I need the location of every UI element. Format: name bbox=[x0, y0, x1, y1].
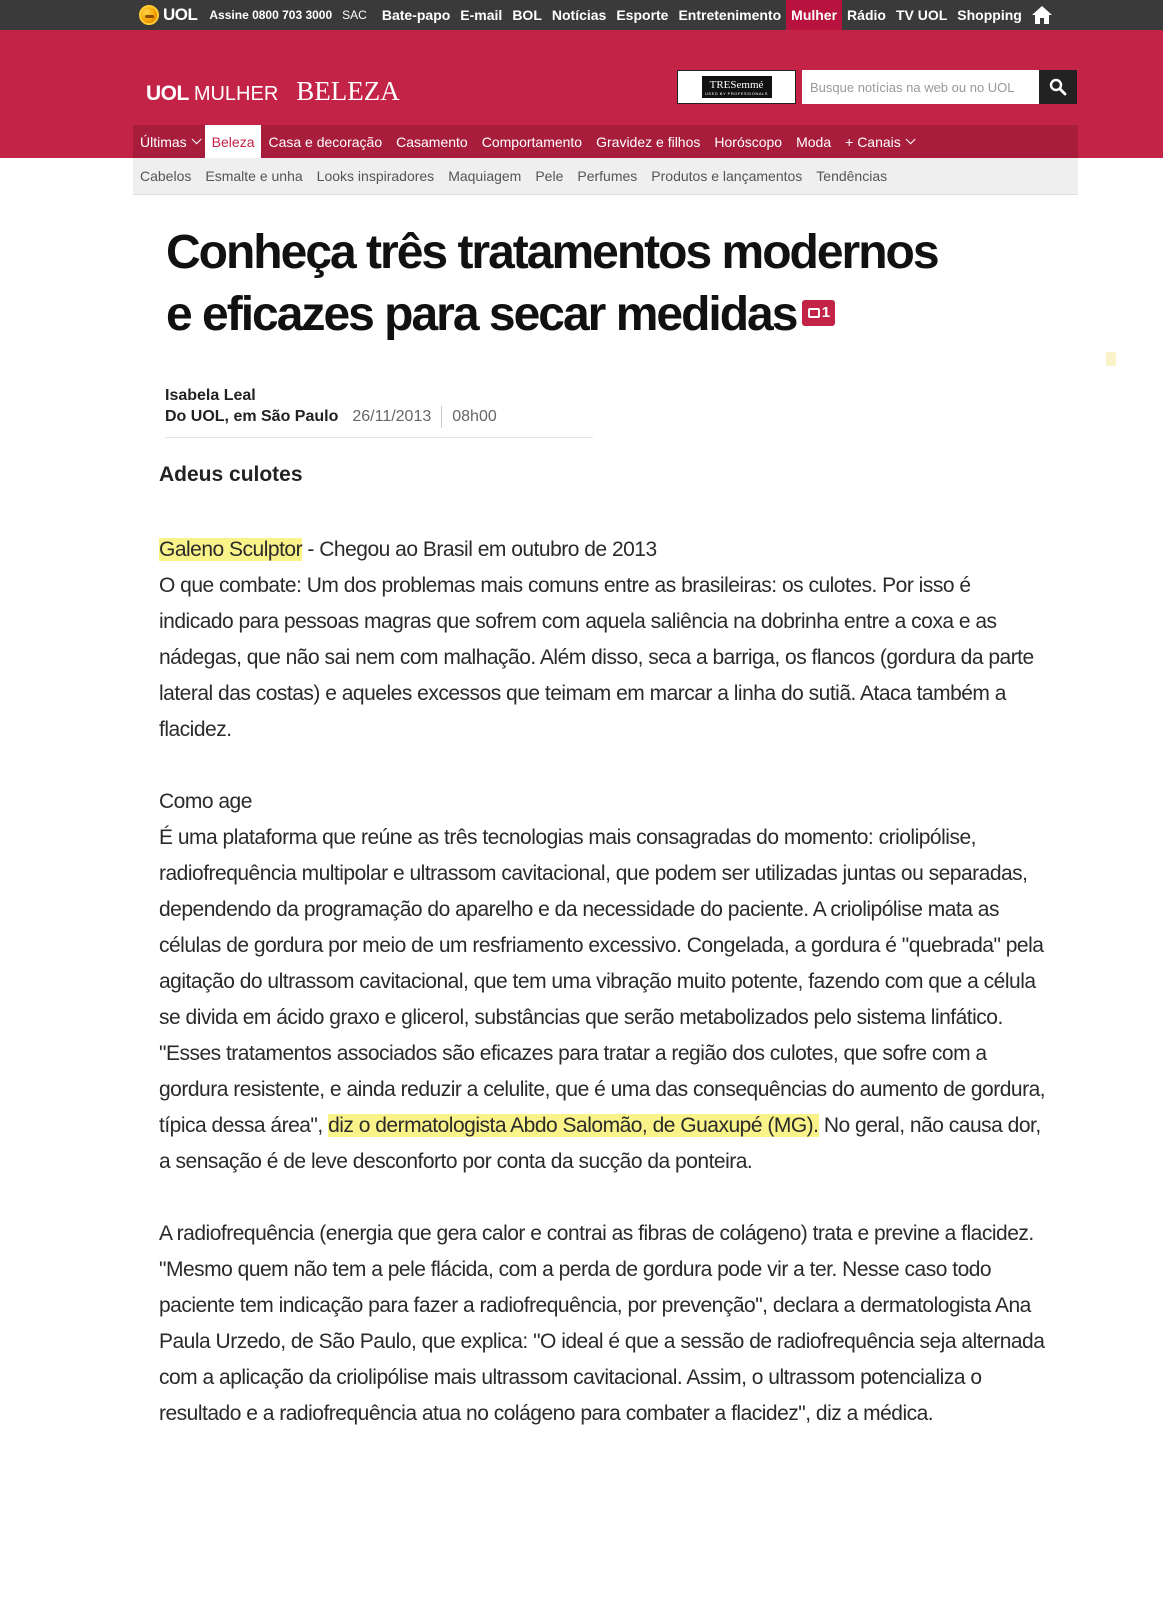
subscribe-link[interactable]: Assine 0800 703 3000 bbox=[209, 8, 333, 22]
top-link-email[interactable]: E-mail bbox=[460, 7, 503, 23]
top-link-esporte[interactable]: Esporte bbox=[616, 7, 669, 23]
subnav-tendencias[interactable]: Tendências bbox=[816, 168, 888, 184]
article-title: Conheça três tratamentos modernos e eficazes para secar medidas 1 bbox=[166, 226, 938, 341]
site-header bbox=[0, 30, 1163, 158]
subnav-esmalte-unha[interactable]: Esmalte e unha bbox=[205, 168, 303, 184]
article-source: Do UOL, em São Paulo bbox=[165, 408, 339, 425]
subnav-cabelos[interactable]: Cabelos bbox=[140, 168, 192, 184]
subnav-pele[interactable]: Pele bbox=[535, 168, 564, 184]
paragraph-o-que-combate: O que combate: Um dos problemas mais comuns entre as brasileiras: os culotes. Por isso é indicado para pessoas magras que sofrem com aquela saliência na dobrinha entre a coxa e as nádegas, que não sai nem com malhação. Além disso, seca a barriga, os flancos (gordura da parte lateral das costas) e aqueles excessos que teimam em marcar a linha do sutiã. Ataca também a flacidez. bbox=[159, 574, 1034, 741]
top-link-entretenimento[interactable]: Entretenimento bbox=[678, 7, 782, 23]
paragraph-intro: Galeno Sculptor - Chegou ao Brasil em outubro de 2013 bbox=[159, 538, 657, 561]
article-time: 08h00 bbox=[452, 408, 497, 425]
author-name: Isabela Leal bbox=[165, 387, 256, 404]
chevron-down-icon bbox=[905, 134, 915, 144]
nav-gravidez-filhos[interactable]: Gravidez e filhos bbox=[596, 133, 701, 150]
top-link-mulher[interactable]: Mulher bbox=[786, 0, 842, 30]
nav-beleza[interactable]: Beleza bbox=[205, 125, 262, 158]
nav-ultimas[interactable]: Últimas bbox=[133, 125, 205, 158]
nav-mais-canais[interactable]: + Canais bbox=[838, 125, 919, 158]
nav-moda[interactable]: Moda bbox=[796, 133, 832, 150]
nav-comportamento[interactable]: Comportamento bbox=[481, 133, 583, 150]
subnav-produtos-lancamentos[interactable]: Produtos e lançamentos bbox=[651, 168, 803, 184]
secondary-nav bbox=[133, 158, 1078, 195]
section-name: BELEZA bbox=[296, 76, 400, 106]
nav-casamento[interactable]: Casamento bbox=[396, 133, 468, 150]
top-link-bate-papo[interactable]: Bate-papo bbox=[381, 7, 451, 23]
paragraph-como-age: É uma plataforma que reúne as três tecnologias mais consagradas do momento: criolipólise, radiofrequência multipolar e ultrassom cavitacional, que podem ser utilizadas juntas ou separadas, dependendo da programação do aparelho e da necessidade do paciente. A criolipólise mata as células de gordura por meio de um resfriamento excessivo. Congelada, a gordura é "quebrada" pela agitação do ultrassom cavitacional, que tem uma vibração muito potente, fazendo com que a célula se divida em ácido graxo e glicerol, substâncias que serão metabolizados pelo sistema linfático. "Esses tratamentos associados são eficazes para tratar a região dos culotes, que sofre com a gordura resistente, e ainda reduzir a celulite, que é uma das consequências do aumento de gordura, típica dessa área", diz o dermatologista Abdo Salomão, de Guaxupé (MG). No geral, não causa dor, a sensação é de leve desconforto por conta da sucção da ponteira. bbox=[159, 826, 1046, 1173]
section-heading: Adeus culotes bbox=[159, 463, 303, 486]
search-icon bbox=[1049, 78, 1067, 96]
chevron-down-icon bbox=[191, 134, 201, 144]
highlighted-text: diz o dermatologista Abdo Salomão, de Guaxupé (MG). bbox=[328, 1114, 819, 1137]
top-bar bbox=[0, 0, 1163, 30]
nav-casa-decoracao[interactable]: Casa e decoração bbox=[268, 133, 383, 150]
search-box bbox=[802, 70, 1077, 104]
brand-logo[interactable]: UOL MULHER BELEZA bbox=[146, 76, 400, 106]
article-body bbox=[159, 532, 1049, 1432]
top-link-shopping[interactable]: Shopping bbox=[957, 7, 1022, 23]
top-link-tv-uol[interactable]: TV UOL bbox=[895, 7, 948, 23]
top-link-radio[interactable]: Rádio bbox=[847, 7, 886, 23]
top-link-bol[interactable]: BOL bbox=[512, 7, 542, 23]
search-button[interactable] bbox=[1039, 70, 1077, 104]
stray-mark bbox=[1106, 352, 1116, 366]
subnav-maquiagem[interactable]: Maquiagem bbox=[448, 168, 522, 184]
sac-link[interactable]: SAC bbox=[342, 8, 367, 22]
comment-count-badge[interactable]: 1 bbox=[802, 300, 835, 326]
divider bbox=[165, 437, 593, 438]
subnav-perfumes[interactable]: Perfumes bbox=[577, 168, 638, 184]
article-meta bbox=[165, 385, 497, 428]
paragraph-radiofrequencia: A radiofrequência (energia que gera calor e contrai as fibras de colágeno) trata e previne a flacidez. "Mesmo quem não tem a pele flácida, com a perda de gordura pode vir a ter. Nesse caso todo paciente tem indicação para fazer a radiofrequência, por prevenção", declara a dermatologista Ana Paula Urzedo, de São Paulo, que explica: "O ideal é que a sessão de radiofrequência seja alternada com a aplicação da criolipólise mais ultrassom cavitacional. Assim, o ultrassom potencializa o resultado e a radiofrequência atua no colágeno para combater a flacidez", diz a médica. bbox=[159, 1222, 1045, 1425]
subheading-como-age: Como age bbox=[159, 790, 252, 813]
subnav-looks-inspiradores[interactable]: Looks inspiradores bbox=[316, 168, 435, 184]
sponsor-logo[interactable]: TRESemmé USED BY PROFESSIONALS bbox=[677, 70, 796, 104]
comment-bubble-icon bbox=[808, 308, 820, 318]
search-input[interactable] bbox=[802, 70, 1039, 104]
nav-horoscopo[interactable]: Horóscopo bbox=[714, 133, 783, 150]
uol-ball-icon bbox=[139, 5, 159, 25]
top-link-noticias[interactable]: Notícias bbox=[551, 7, 607, 23]
home-icon[interactable] bbox=[1031, 5, 1053, 25]
highlighted-text: Galeno Sculptor bbox=[159, 538, 303, 561]
article-date: 26/11/2013 bbox=[352, 406, 442, 428]
primary-nav bbox=[133, 125, 1078, 158]
uol-logo[interactable]: UOL bbox=[139, 5, 197, 25]
